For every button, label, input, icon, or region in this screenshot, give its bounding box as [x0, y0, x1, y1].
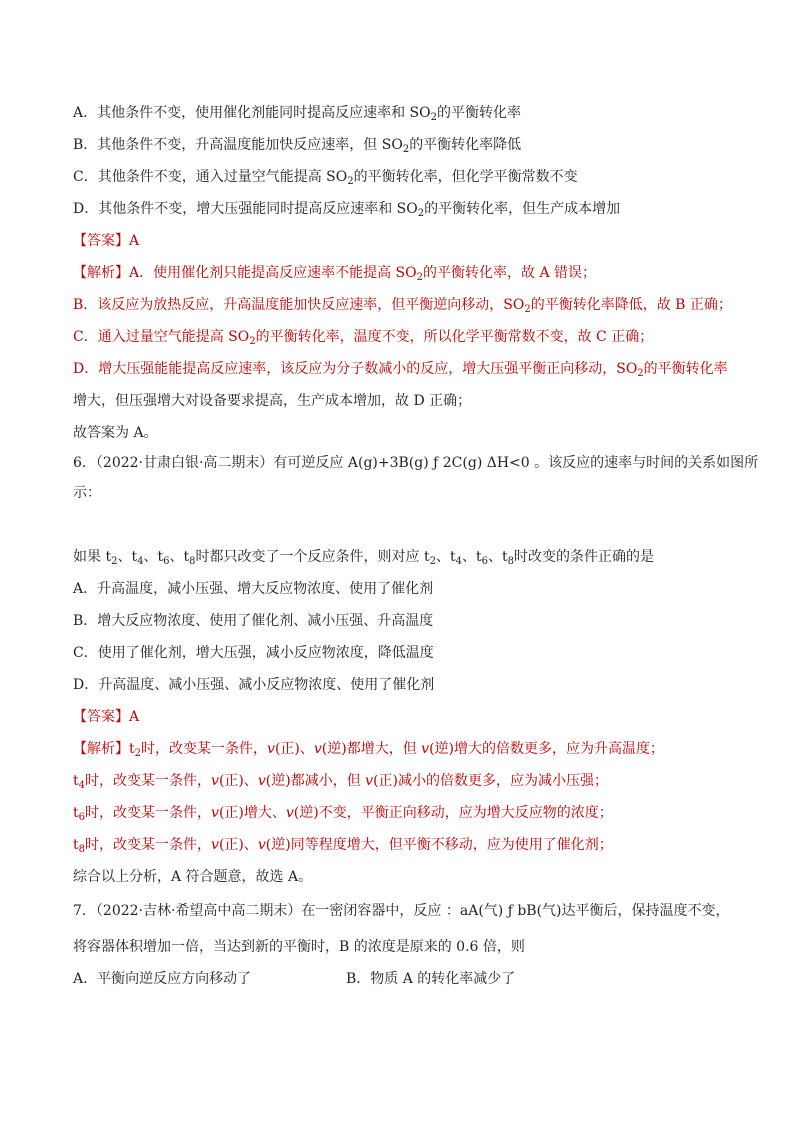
- q6-analysis-4: $t_8$时，改变某一条件，v(正)、v(逆)同等程度增大，但平衡不移动，应为使用了催化剂；: [73, 837, 613, 855]
- q6-option-b: B．增大反应物浓度、使用了催化剂、减小压强、升高温度: [73, 613, 434, 629]
- q7-stem-line2: 将容器体积增加一倍，当达到新的平衡时，B 的浓度是原来的 0.6 倍，则: [73, 939, 525, 955]
- q5-option-a: A．其他条件不变，使用催化剂能同时提高反应速率和 $SO_2$的平衡转化率: [73, 105, 522, 123]
- q6-option-d: D．升高温度、减小压强、减小反应物浓度、使用了催化剂: [73, 677, 435, 693]
- q5-conclusion: 故答案为 A。: [73, 425, 158, 441]
- q5-option-b: B．其他条件不变，升高温度能加快反应速率，但 $SO_2$的平衡转化率降低: [73, 137, 522, 155]
- q5-analysis-b: B．该反应为放热反应，升高温度能加快反应速率，但平衡逆向移动，$SO_2$的平衡转化率降低，故 B 正确；: [73, 297, 732, 315]
- q6-analysis-3: $t_6$时，改变某一条件，v(正)增大、v(逆)不变，平衡正向移动，应为增大反应物的浓度；: [73, 805, 613, 823]
- q7-option-a: A．平衡向逆反应方向移动了: [73, 971, 252, 987]
- q6-option-a: A．升高温度，减小压强、增大反应物浓度、使用了催化剂: [73, 581, 434, 597]
- q6-answer: 【答案】A: [73, 709, 140, 725]
- q5-analysis-d-line1: D．增大压强能能提高反应速率，该反应为分子数减小的反应，增大压强平衡正向移动，$SO_2$的平衡转化率: [73, 361, 728, 379]
- q6-conclusion: 综合以上分析，A 符合题意，故选 A。: [73, 869, 313, 885]
- q7-option-b: B．物质 A 的转化率减少了: [346, 971, 516, 987]
- q6-analysis-1: 【解析】$t_2$时，改变某一条件，v(正)、v(逆)都增大，但 v(逆)增大的倍数更多，应为升高温度；: [73, 741, 665, 759]
- q6-stem-line3: 如果 $t_2$、$t_4$、$t_6$、$t_8$时都只改变了一个反应条件，则对应 $t_2$、$t_4$、$t_6$、$t_8$时改变的条件正确的是: [73, 549, 654, 567]
- q5-answer: 【答案】A: [73, 233, 140, 249]
- q6-analysis-2: $t_4$时，改变某一条件，v(正)、v(逆)都减小，但 v(正)减小的倍数更多，应为减小压强；: [73, 773, 609, 791]
- q7-stem-line1: 7．（2022·吉林·希望高中高二期末）在一密闭容器中，反应 ：aA(气) ƒ bB(气)达平衡后，保持温度不变，: [73, 903, 730, 919]
- q6-stem-line2: 示：: [73, 485, 101, 501]
- q5-analysis-c: C．通入过量空气能提高 $SO_2$的平衡转化率，温度不变，所以化学平衡常数不变，故 C 正确；: [73, 329, 654, 347]
- q5-option-d: D．其他条件不变，增大压强能同时提高反应速率和 $SO_2$的平衡转化率，但生产成本增加: [73, 201, 621, 219]
- q5-analysis-d-line2: 增大，但压强增大对设备要求提高，生产成本增加，故 D 正确；: [73, 393, 472, 409]
- q6-option-c: C．使用了催化剂，增大压强，减小反应物浓度，降低温度: [73, 645, 434, 661]
- q6-stem-line1: 6．（2022·甘肃白银·高二期末）有可逆反应 A(g)+3B(g) ƒ 2C(g) ΔH<0 。该反应的速率与时间的关系如图所: [73, 455, 759, 471]
- q5-analysis-a: 【解析】A．使用催化剂只能提高反应速率不能提高 $SO_2$的平衡转化率，故 A 错误；: [73, 265, 597, 283]
- q5-option-c: C．其他条件不变，通入过量空气能提高 $SO_2$的平衡转化率，但化学平衡常数不变: [73, 169, 578, 187]
